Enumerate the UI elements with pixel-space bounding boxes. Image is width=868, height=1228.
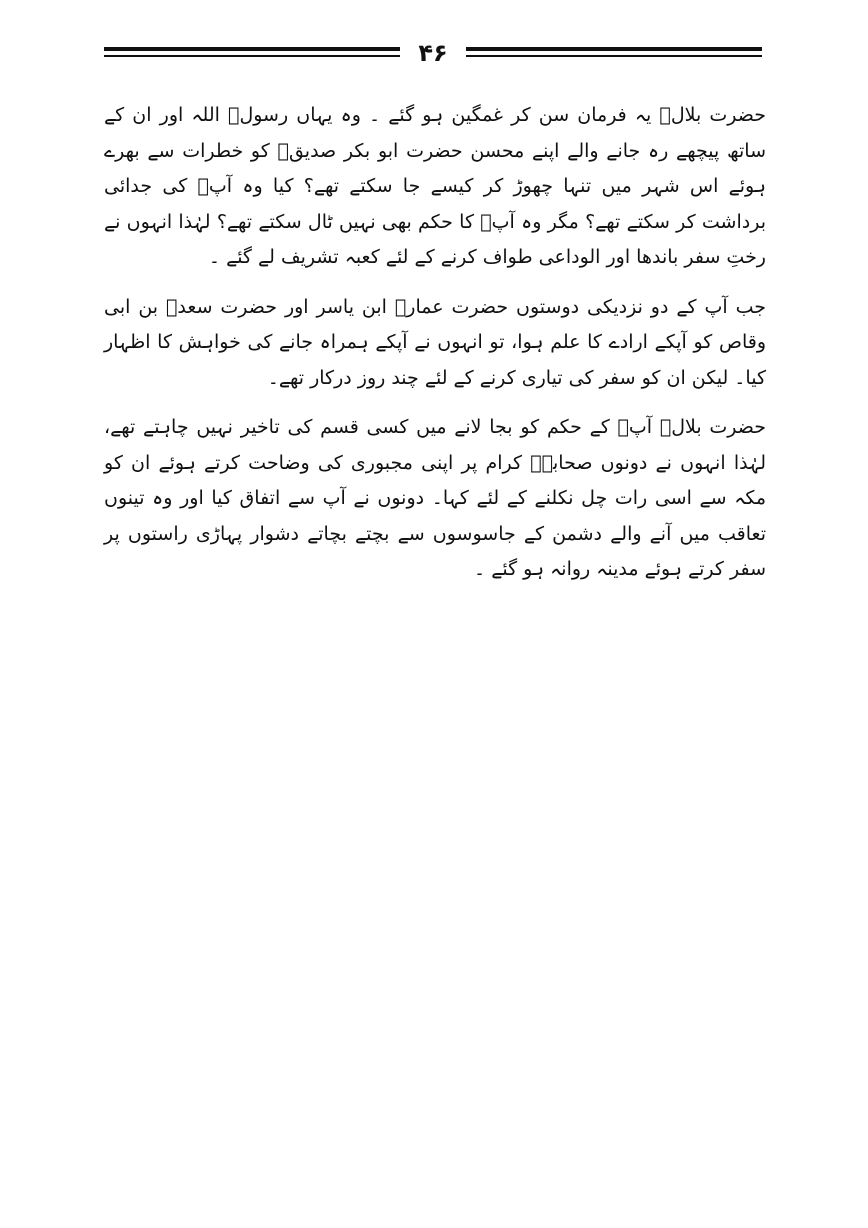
page-body bbox=[104, 98, 766, 588]
header-rule-left-thick bbox=[104, 47, 400, 51]
paragraph-3: حضرت بلالؓ آپؐ کے حکم کو بجا لانے میں کسی قسم کی تاخیر نہیں چاہتے تھے، لہٰذا انہوں نے دونوں صحابہؓ کرام پر اپنی مجبوری کی وضاحت کرتے ہوئے ان کو مکہ سے اسی رات چل نکلنے کے لئے کہا۔ دونوں نے آپ سے اتفاق کیا اور وہ تینوں تعاقب میں آنے والے دشمن کے جاسوسوں سے بچتے بچاتے دشوار پہاڑی راستوں پر سفر کرتے ہوئے مدینہ روانہ ہو گئے ۔ bbox=[104, 416, 766, 580]
header-rule-left-thin bbox=[104, 55, 400, 57]
page-number: ۴۶ bbox=[418, 39, 448, 67]
header-rule-right-thin bbox=[466, 55, 762, 57]
header-rule-right-thick bbox=[466, 47, 762, 51]
paragraph-1: حضرت بلالؓ یہ فرمان سن کر غمگین ہو گئے ۔ وہ یہاں رسولؐ اللہ اور ان کے ساتھ پیچھے رہ جانے والے اپنے محسن حضرت ابو بکر صدیقؓ کو خطرات سے بھرے ہوئے اس شہر میں تنہا چھوڑ کر کیسے جا سکتے تھے؟ کیا وہ آپؐ کی جدائی برداشت کر سکتے تھے؟ مگر وہ آپؐ کا حکم بھی نہیں ٹال سکتے تھے؟ لہٰذا انہوں نے رختِ سفر باندھا اور الوداعی طواف کرنے کے لئے کعبہ تشریف لے گئے ۔ bbox=[104, 104, 766, 268]
header-rule-left bbox=[104, 47, 400, 61]
paragraph-2: جب آپ کے دو نزدیکی دوستوں حضرت عمارؓ ابن یاسر اور حضرت سعدؓ بن ابی وقاص کو آپکے ارادے کا علم ہوا، تو انہوں نے آپکے ہمراہ جانے کی خواہش کا اظہار کیا۔ لیکن ان کو سفر کی تیاری کرنے کے لئے چند روز درکار تھے۔ bbox=[104, 295, 766, 389]
page-header bbox=[104, 38, 762, 72]
header-rule-right bbox=[466, 47, 762, 61]
